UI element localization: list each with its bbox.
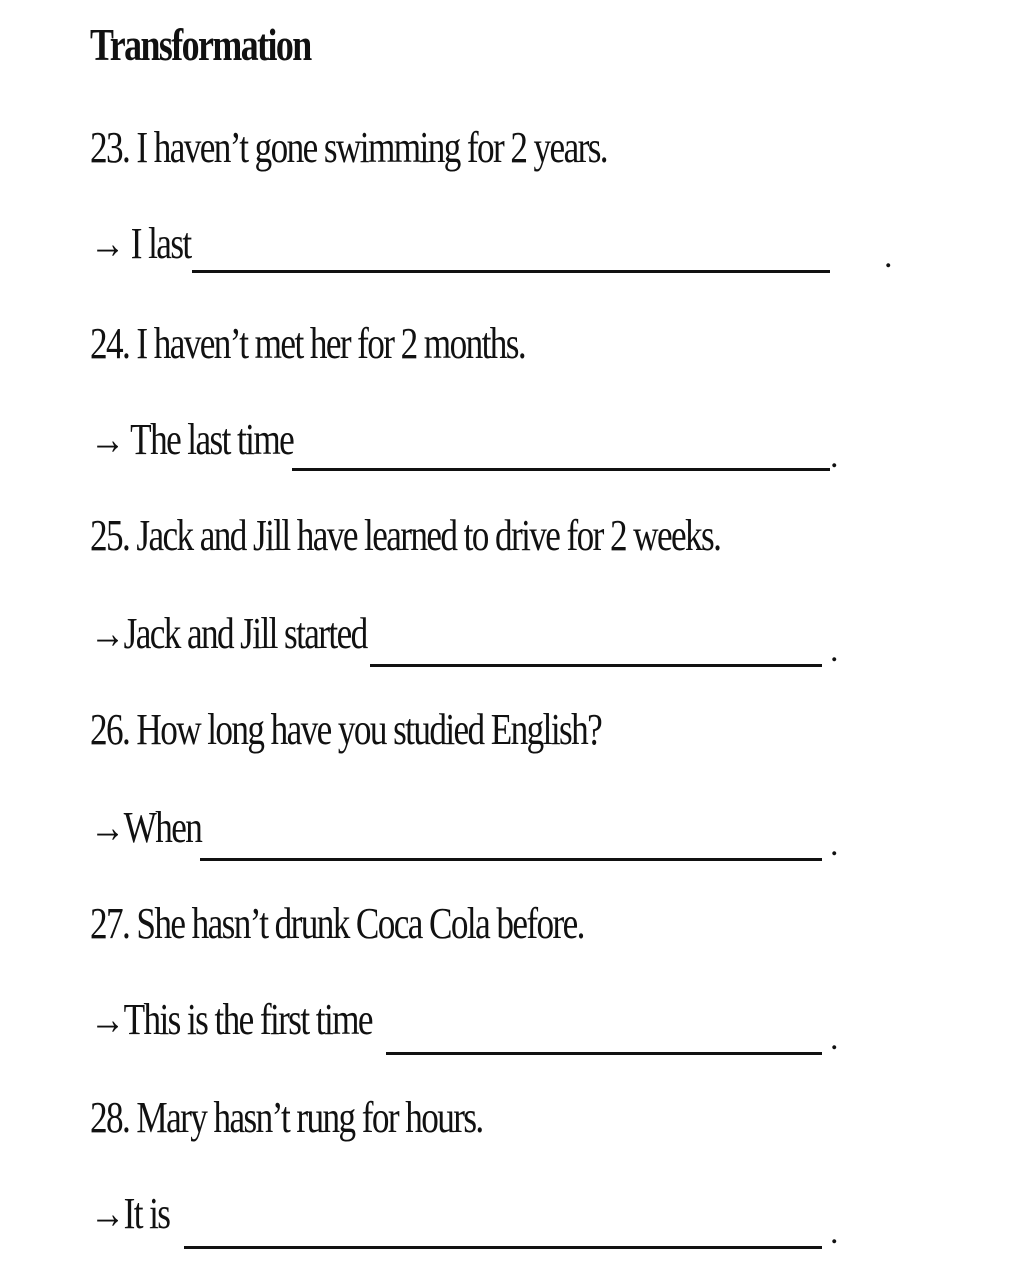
prompt-28: →It is [90, 1189, 170, 1238]
prompt-24: → The last time [90, 415, 294, 464]
question-24: 24. I haven’t met her for 2 months. [90, 319, 526, 368]
worksheet-title: Transformation [90, 19, 311, 70]
question-25: 25. Jack and Jill have learned to drive for 2 weeks. [90, 511, 721, 560]
prompt-23: → I last [90, 219, 191, 268]
end-mark-26: . [830, 826, 839, 863]
prompt-26: →When [90, 803, 202, 852]
end-mark-28: . [830, 1214, 839, 1251]
end-mark-23: . [884, 238, 893, 275]
end-mark-24: . [830, 438, 839, 475]
prompt-25: →Jack and Jill started [90, 609, 367, 658]
answer-blank-23[interactable] [192, 270, 830, 273]
question-26: 26. How long have you studied English? [90, 705, 602, 754]
answer-blank-27[interactable] [386, 1052, 822, 1055]
question-28: 28. Mary hasn’t rung for hours. [90, 1093, 483, 1142]
answer-blank-25[interactable] [370, 664, 822, 667]
question-23: 23. I haven’t gone swimming for 2 years. [90, 123, 608, 172]
question-27: 27. She hasn’t drunk Coca Cola before. [90, 899, 584, 948]
prompt-27: →This is the first time [90, 995, 372, 1044]
end-mark-27: . [830, 1020, 839, 1057]
end-mark-25: . [830, 632, 839, 669]
answer-blank-26[interactable] [200, 858, 822, 861]
answer-blank-24[interactable] [292, 468, 830, 471]
answer-blank-28[interactable] [184, 1246, 822, 1249]
